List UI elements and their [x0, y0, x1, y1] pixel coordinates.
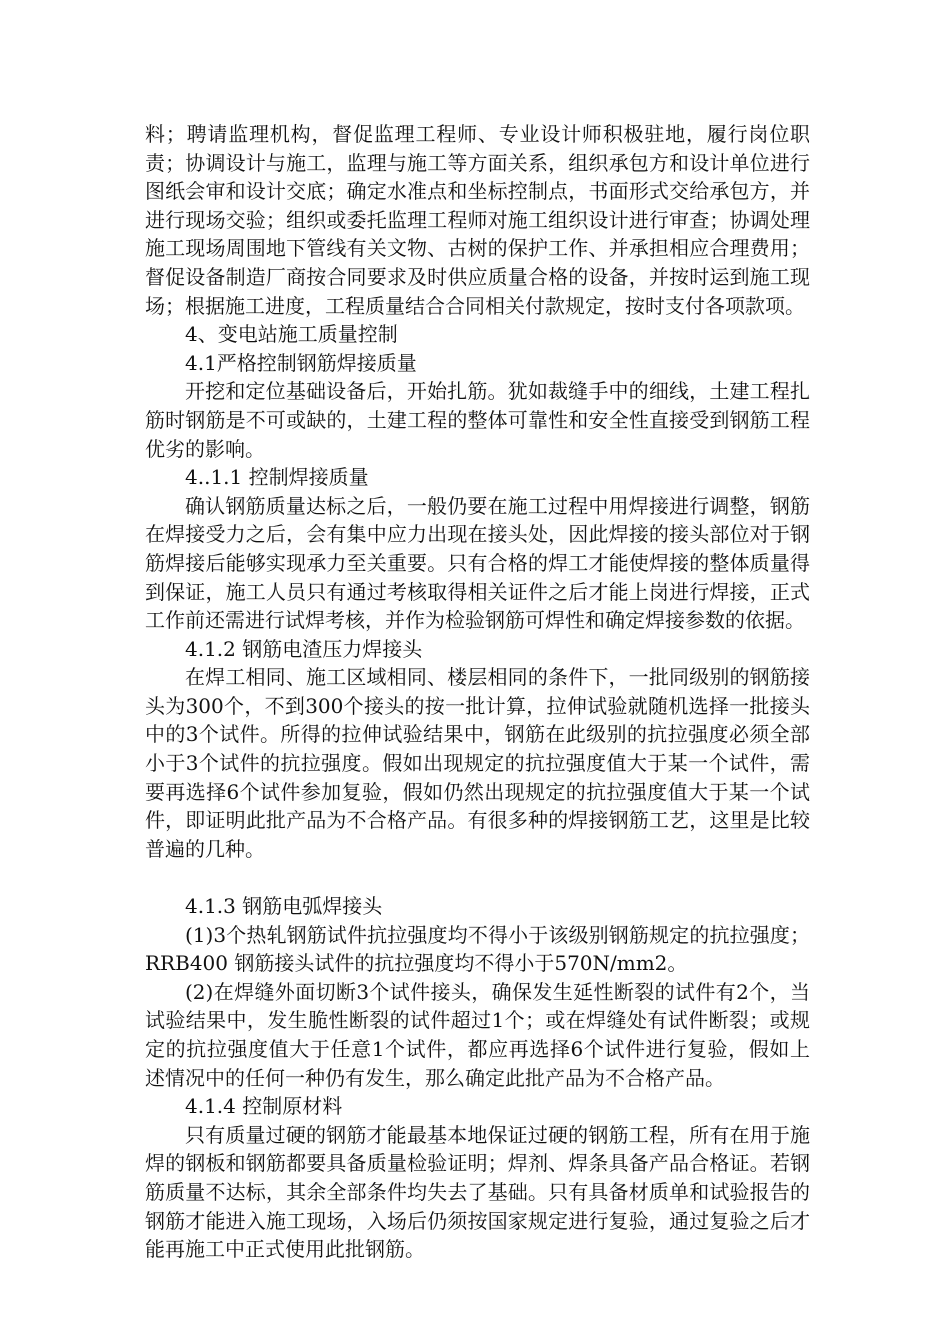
paragraph-4-1-3-item-1: (1)3个热轧钢筋试件抗拉强度均不得小于该级别钢筋规定的抗拉强度；RRB400 钢筋接头试件的抗拉强度均不得小于570N/mm2。 — [145, 922, 810, 976]
section-heading-4: 4、变电站施工质量控制 — [185, 322, 398, 347]
paragraph-continuation: 料；聘请监理机构，督促监理工程师、专业设计师积极驻地，履行岗位职责；协调设计与施工，监理与施工等方面关系，组织承包方和设计单位进行图纸会审和设计交底；确定水准点和坐标控制点，书面形式交给承包方，并进行现场交验；组织或委托监理工程师对施工组织设计进行审查；协调处理施工现场周围地下管线有关文物、古树的保护工作、并承担相应合理费用；督促设备制造厂商按合同要求及时供应质量合格的设备，并按时运到施工现场；根据施工进度，工程质量结合合同相关付款规定，按时支付各项款项。 — [145, 122, 810, 318]
document-page — [145, 120, 810, 1264]
section-heading-4-1: 4.1严格控制钢筋焊接质量 — [185, 350, 417, 375]
paragraph-4-1-4: 只有质量过硬的钢筋才能最基本地保证过硬的钢筋工程，所有在用于施焊的钢板和钢筋都要具备质量检验证明；焊剂、焊条具备产品合格证。若钢筋质量不达标，其余全部条件均失去了基础。只有具备材质单和试验报告的钢筋才能进入施工现场，入场后仍须按国家规定进行复验，通过复验之后才能再施工中正式使用此批钢筋。 — [145, 1122, 810, 1262]
section-heading-4-1-2: 4.1.2 钢筋电渣压力焊接头 — [185, 636, 423, 661]
section-heading-4-1-1: 4..1.1 控制焊接质量 — [185, 465, 369, 490]
section-heading-4-1-3: 4.1.3 钢筋电弧焊接头 — [185, 894, 383, 919]
blank-line — [145, 863, 810, 892]
paragraph-4-1: 开挖和定位基础设备后，开始扎筋。犹如裁缝手中的细线，土建工程扎筋时钢筋是不可或缺的，土建工程的整体可靠性和安全性直接受到钢筋工程优劣的影响。 — [145, 379, 810, 461]
paragraph-4-1-1: 确认钢筋质量达标之后，一般仍要在施工过程中用焊接进行调整，钢筋在焊接受力之后，会有集中应力出现在接头处，因此焊接的接头部位对于钢筋焊接后能够实现承力至关重要。只有合格的焊工才能使焊接的整体质量得到保证，施工人员只有通过考核取得相关证件之后才能上岗进行焊接，正式工作前还需进行试焊考核，并作为检验钢筋可焊性和确定焊接参数的依据。 — [145, 493, 810, 633]
paragraph-4-1-3-item-2: (2)在焊缝外面切断3个试件接头，确保发生延性断裂的试件有2个，当试验结果中，发生脆性断裂的试件超过1个；或在焊缝处有试件断裂；或规定的抗拉强度值大于任意1个试件，都应再选择6个试件进行复验，假如上述情况中的任何一种仍有发生，那么确定此批产品为不合格产品。 — [145, 979, 810, 1090]
section-heading-4-1-4: 4.1.4 控制原材料 — [185, 1094, 343, 1119]
paragraph-4-1-2: 在焊工相同、施工区域相同、楼层相同的条件下，一批同级别的钢筋接头为300个，不到300个接头的按一批计算，拉伸试验就随机选择一批接头中的3个试件。所得的拉伸试验结果中，钢筋在此级别的抗拉强度必须全部小于3个试件的抗拉强度。假如出现规定的抗拉强度值大于某一个试件，需要再选择6个试件参加复验，假如仍然出现规定的抗拉强度值大于某一个试件，即证明此批产品为不合格产品。有很多种的焊接钢筋工艺，这里是比较普遍的几种。 — [145, 665, 810, 861]
